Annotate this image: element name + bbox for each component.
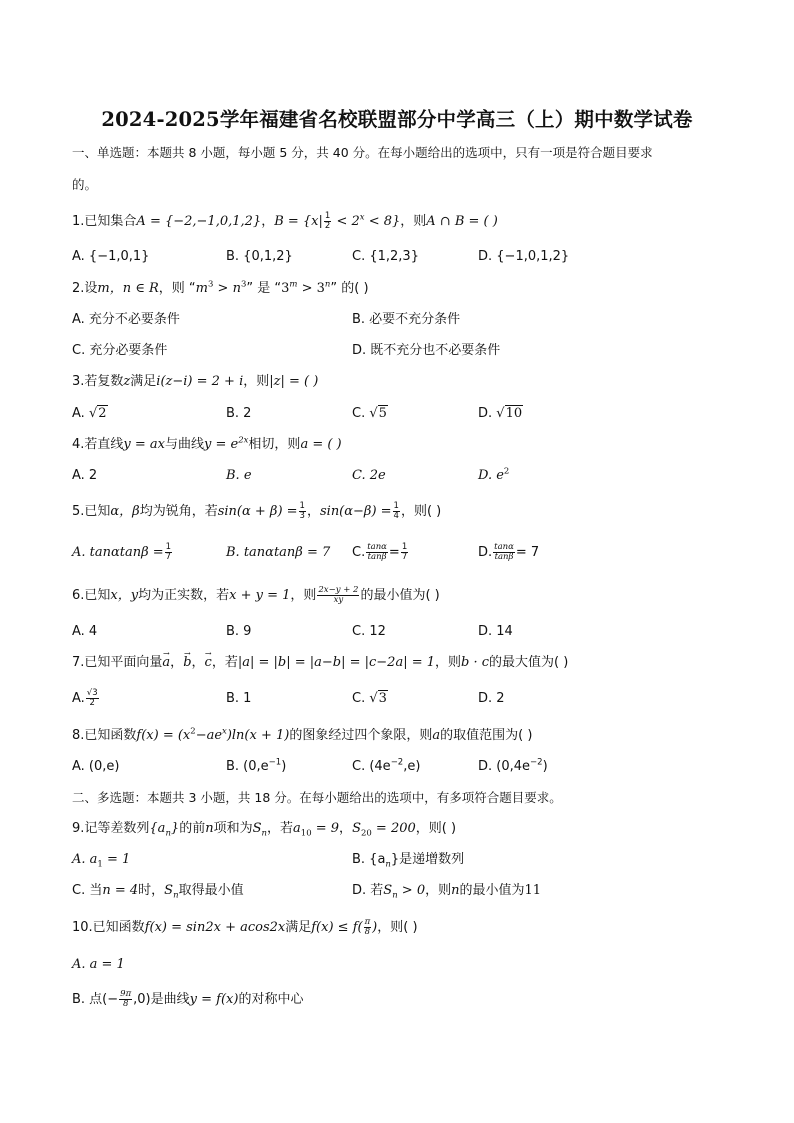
q8-option-d-label: D. (0,4e: [478, 759, 531, 774]
q8-func-post: )ln(x + 1): [226, 728, 290, 743]
q9-mid2: 项和为: [213, 821, 253, 836]
q3-option-c-label: C.: [352, 406, 366, 421]
q8-stem: [72, 726, 734, 746]
q8-exp2: 2: [190, 726, 196, 737]
q5-option-c-frac: [366, 543, 388, 562]
q1-set-b-pre: B = {x|: [274, 214, 323, 229]
q8-option-c-tail: ,e): [403, 759, 421, 774]
q9-seq-sub: n: [165, 828, 171, 839]
q9-option-c-n: n = 4: [102, 883, 139, 898]
q9-stem: [72, 819, 734, 839]
q9-option-a-post: = 1: [102, 852, 131, 867]
q2-expn: n: [324, 279, 331, 290]
q3-var: z: [123, 374, 131, 389]
q9-c1-sub: 10: [300, 828, 312, 839]
q9-option-a-label: A. a: [72, 852, 98, 867]
q5-sep: ，: [306, 504, 320, 519]
q3-option-d-rad: 10: [505, 406, 523, 421]
q9-option-d-post: 的最小值为: [459, 883, 525, 898]
q3-option-a[interactable]: [72, 404, 108, 424]
q5-option-c-num: tanα: [367, 542, 387, 552]
q3-option-d[interactable]: [478, 404, 523, 424]
section2-header: 二、多选题：本题共 3 小题，共 18 分。在每小题给出的选项中，有多项符合题目要求。: [72, 790, 562, 805]
q1-frac: [324, 212, 331, 231]
q9-mid: 的前: [179, 821, 206, 836]
q6-pre: 6.已知: [72, 588, 111, 603]
q9-c2-sub: 20: [360, 828, 372, 839]
q2-cond1-a: m: [195, 281, 208, 296]
q2-exp3-a: 3: [208, 279, 214, 290]
q4-option-b[interactable]: B. e: [226, 468, 252, 483]
q9-option-c[interactable]: [72, 881, 244, 901]
q1-set-b-post: < 8}: [364, 214, 401, 229]
q6-frac: [317, 586, 359, 605]
q5-option-c-eq: =: [388, 545, 400, 560]
q8-option-d[interactable]: [478, 757, 548, 777]
q7-option-b[interactable]: B. 1: [226, 691, 252, 706]
q8-option-b-tail: ): [281, 759, 287, 774]
q6-frac-den: xy: [333, 595, 344, 605]
q7-option-c-label: C.: [352, 691, 366, 706]
q4-option-a[interactable]: A. 2: [72, 468, 98, 483]
q10-option-b-mid: ,0)是曲线: [133, 992, 190, 1007]
section1-header-cont: 的。: [72, 177, 98, 192]
q2-option-a[interactable]: A. 充分不必要条件: [72, 312, 180, 327]
q2-post: ” 的( ): [330, 281, 369, 296]
q7-option-a-num: √3: [86, 688, 98, 698]
q10-func: f(x) = sin2x + acos2x: [144, 920, 286, 935]
q6-stem: [72, 586, 734, 606]
q10-mid: 满足: [285, 920, 312, 935]
q5-option-d[interactable]: [478, 543, 539, 563]
q1-sep: ，: [261, 214, 275, 229]
q2-expm: m: [289, 279, 298, 290]
q9-c2: S: [352, 821, 361, 836]
q4-ask: a = ( ): [300, 437, 342, 452]
q3-post: ，则: [243, 374, 270, 389]
q9-option-a-sub: 1: [97, 859, 103, 870]
q7-option-c-rad: 3: [378, 691, 387, 706]
q8-option-c-label: C. (4e: [352, 759, 391, 774]
q5-frac1-den: 3: [299, 511, 305, 521]
q5-option-a-num: 1: [165, 542, 172, 552]
q8-option-c[interactable]: [352, 757, 420, 777]
q9-c2-post: = 200: [371, 821, 416, 836]
q10-option-b-den: 8: [122, 999, 129, 1009]
q1-frac-den: 2: [324, 221, 331, 231]
q3-option-d-sqrt: √10: [496, 406, 523, 421]
q2-pre: 2.设: [72, 281, 98, 296]
q9-option-c-mid: 时，: [138, 883, 165, 898]
q6-cond: x + y = 1: [229, 588, 291, 603]
q10-option-b[interactable]: [72, 990, 303, 1010]
q4-stem: [72, 435, 734, 455]
q9-option-d[interactable]: [352, 881, 541, 901]
q6-option-a[interactable]: A. 4: [72, 624, 98, 639]
q10-post: ，则( ): [377, 920, 418, 935]
q7-option-a-label: A.: [72, 691, 85, 706]
q3-option-a-label: A.: [72, 406, 85, 421]
q10-option-b-curve: y = f(x): [189, 992, 239, 1007]
q9-pre: 9.记等差数列: [72, 821, 150, 836]
q5-option-c-vfrac: [401, 543, 408, 562]
q4-pre: 4.若直线: [72, 437, 124, 452]
q2-mid2: ” 是 “: [246, 281, 282, 296]
q5-option-c-den: tanβ: [367, 552, 387, 562]
q9-option-c-post: 取得最小值: [178, 883, 244, 898]
q9-option-a[interactable]: [72, 850, 130, 870]
q9-c1: a: [293, 821, 301, 836]
q7-cond: |a| = |b| = |a−b| = |c−2a| = 1: [237, 655, 435, 670]
q1-tail: ，则: [400, 214, 427, 229]
q6-vars: x，y: [110, 588, 139, 603]
q10-option-b-num: 9π: [120, 989, 132, 999]
q1-pre: 已知集合: [84, 214, 137, 229]
q1-set-a: A = {−2,−1,0,1,2}: [136, 214, 262, 229]
q8-expx: x: [222, 726, 227, 737]
q4-curve-exp: 2x: [238, 435, 249, 446]
q4-option-d-exp: 2: [503, 466, 510, 477]
exam-title: 2024-2025学年福建省名校联盟部分中学高三（上）期中数学试卷: [101, 108, 693, 131]
q9-c1-post: = 9: [311, 821, 340, 836]
q9-seq-post: }: [170, 821, 180, 836]
q2-mid: ，则 “: [158, 281, 196, 296]
q5-option-d-eq: = 7: [515, 545, 540, 560]
q8-func-mid: −ae: [195, 728, 223, 743]
q5-post: ，则( ): [400, 504, 442, 519]
q5-sin2: sin(α−β) =: [319, 504, 392, 519]
q8-mid: 的图象经过四个象限，则: [289, 728, 433, 743]
q7-mid2: ，则: [435, 655, 462, 670]
q9-post: ，则( ): [415, 821, 457, 836]
q9-option-c-pre: C. 当: [72, 883, 103, 898]
q4-option-c[interactable]: C. 2e: [352, 468, 386, 483]
q9-sep: ，: [339, 821, 353, 836]
q9-option-c-s: S: [164, 883, 174, 898]
q5-stem: [72, 502, 734, 522]
q2-stem: [72, 279, 734, 299]
q2-cond2-a: 3: [281, 281, 290, 296]
q8-func: f(x) = (x: [136, 728, 191, 743]
q7-vec-c: → c: [205, 653, 212, 673]
q1-option-c[interactable]: C. {1,2,3}: [352, 249, 419, 264]
q9-option-d-pre: D. 若: [352, 883, 384, 898]
q5-sin1: sin(α + β) =: [217, 504, 298, 519]
q9-s-sub: n: [261, 828, 267, 839]
q1-ask: A ∩ B = ( ): [426, 214, 498, 229]
q10-option-b-post: 的对称中心: [238, 992, 304, 1007]
q3-option-a-sqrt: √2: [88, 406, 107, 421]
q10-frac: [364, 918, 372, 937]
q8-option-d-tail: ): [542, 759, 548, 774]
q8-option-b-exp: −1: [268, 757, 282, 768]
q3-mid: 满足: [130, 374, 157, 389]
q3-option-b[interactable]: B. 2: [226, 406, 252, 421]
q9-option-b[interactable]: [352, 850, 464, 870]
q1-frac-num: 1: [324, 211, 331, 221]
q10-cond: f(x) ≤ f(: [311, 920, 363, 935]
q5-option-d-den: tanβ: [494, 552, 514, 562]
q5-frac2-den: 4: [393, 511, 399, 521]
q5-option-d-frac: [493, 543, 515, 562]
section1-header: 一、单选题：本题共 8 小题，每小题 5 分，共 40 分。在每小题给出的选项中，只有一项是符合题目要求: [72, 145, 653, 160]
q10-cond-post: ): [372, 920, 378, 935]
q4-option-d-label: D. e: [478, 468, 504, 483]
q5-frac1-num: 1: [299, 501, 305, 511]
q7-option-a-frac: [86, 689, 99, 708]
q5-option-b[interactable]: B. tanαtanβ = 7: [226, 545, 331, 560]
q9-seq: {a: [149, 821, 166, 836]
q1-set-b-mid: < 2: [332, 214, 360, 229]
q9-option-c-sub: n: [173, 890, 179, 901]
q5-option-a-label: A. tanαtanβ =: [72, 545, 164, 560]
q4-curve: y = e: [204, 437, 239, 452]
q5-option-c-vden: 7: [401, 552, 408, 562]
q2-option-b[interactable]: B. 必要不充分条件: [352, 312, 461, 327]
q3-option-c-sqrt: √5: [369, 406, 387, 421]
q3-option-c[interactable]: [352, 404, 388, 424]
q3-option-d-label: D.: [478, 406, 493, 421]
q7-option-d[interactable]: D. 2: [478, 691, 505, 706]
q7-vec-b: → b: [183, 653, 191, 673]
q4-post: 相切，则: [248, 437, 301, 452]
q5-mid: 均为锐角，若: [139, 504, 218, 519]
q10-option-b-frac: [119, 990, 132, 1009]
q1-option-a[interactable]: A. {−1,0,1}: [72, 249, 150, 264]
q3-pre: 3.若复数: [72, 374, 124, 389]
q1-option-b[interactable]: B. {0,1,2}: [226, 249, 293, 264]
q5-vars: α，β: [110, 504, 140, 519]
q4-mid: 与曲线: [165, 437, 205, 452]
q6-option-c[interactable]: C. 12: [352, 624, 386, 639]
q7-pre: 7.已知平面向量: [72, 655, 163, 670]
q2-option-d[interactable]: D. 既不充分也不必要条件: [352, 343, 501, 358]
q3-eq: i(z−i) = 2 + i: [156, 374, 244, 389]
q5-option-c-vnum: 1: [401, 542, 408, 552]
q10-option-b-pre: B. 点(−: [72, 992, 119, 1007]
q5-pre: 5.已知: [72, 504, 111, 519]
q1-stem: [72, 212, 734, 232]
q1-set-b-exp: x: [359, 212, 365, 223]
q5-option-c-label: C.: [352, 545, 366, 560]
q3-option-a-rad: 2: [98, 406, 107, 421]
q1-option-d[interactable]: D. {−1,0,1,2}: [478, 249, 570, 264]
q9-mid3: ，若: [267, 821, 294, 836]
q9-option-d-n: n: [451, 883, 460, 898]
q7-post: 的最大值为( ): [489, 655, 569, 670]
q3-ask: |z| = ( ): [269, 374, 319, 389]
q3-option-c-rad: 5: [378, 406, 387, 421]
q5-option-a-frac: [165, 543, 172, 562]
q5-option-c[interactable]: [352, 543, 409, 563]
q8-option-a[interactable]: A. (0,e): [72, 759, 120, 774]
q2-vars: m，n ∈ R: [97, 281, 159, 296]
q9-option-d-mid: ，则: [425, 883, 452, 898]
q5-option-d-num: tanα: [494, 542, 514, 552]
q6-mid2: ，则: [290, 588, 317, 603]
q7-mid: ，若: [211, 655, 238, 670]
q5-frac2: [393, 502, 400, 521]
q7-option-a[interactable]: [72, 689, 100, 709]
q9-option-b-post: }是递增数列: [390, 852, 465, 867]
q7-option-a-den: 2: [89, 698, 95, 708]
q1-num: 1.: [72, 214, 85, 229]
q9-option-d-cond: > 0: [397, 883, 426, 898]
q7-comma1: ，: [170, 655, 184, 670]
q6-mid: 均为正实数，若: [138, 588, 230, 603]
q2-cond2-b: > 3: [297, 281, 325, 296]
q10-stem: [72, 918, 734, 938]
q10-frac-num: π: [364, 917, 371, 927]
q2-option-c[interactable]: C. 充分必要条件: [72, 343, 168, 358]
q4-option-d[interactable]: [478, 466, 509, 486]
q5-frac1: [299, 502, 306, 521]
q8-option-d-exp: −2: [530, 757, 543, 768]
q3-stem: [72, 372, 734, 392]
q6-option-b[interactable]: B. 9: [226, 624, 252, 639]
q8-var: a: [432, 728, 441, 743]
q9-option-d-val: 11: [524, 883, 542, 898]
q10-pre: 10.已知函数: [72, 920, 145, 935]
q9-option-d-sub: n: [392, 890, 398, 901]
q8-option-b-label: B. (0,e: [226, 759, 269, 774]
q4-line-eq: y = ax: [123, 437, 165, 452]
q10-frac-den: 8: [364, 927, 371, 937]
q7-option-c[interactable]: [352, 689, 388, 709]
q6-frac-num: 2x−y + 2: [318, 585, 359, 595]
q8-post: 的取值范围为( ): [440, 728, 533, 743]
q7-stem: [72, 653, 734, 673]
q8-option-c-exp: −2: [390, 757, 404, 768]
q8-pre: 8.已知函数: [72, 728, 137, 743]
q7-comma2: ，: [191, 655, 205, 670]
q7-dot: b · c: [461, 655, 490, 670]
q5-option-a-den: 7: [165, 552, 172, 562]
q5-option-d-label: D.: [478, 545, 493, 560]
q5-option-a[interactable]: [72, 543, 173, 563]
q2-cond1-b: > n: [213, 281, 241, 296]
q9-s: S: [252, 821, 262, 836]
q2-exp3-b: 3: [240, 279, 247, 290]
q7-vec-a: → a: [162, 653, 170, 673]
q9-option-b-pre: B. {a: [352, 852, 386, 867]
q8-option-b[interactable]: [226, 757, 286, 777]
q9-n: n: [205, 821, 214, 836]
q6-post: 的最小值为( ): [360, 588, 440, 603]
q9-option-d-s: S: [383, 883, 393, 898]
q9-option-b-sub: n: [385, 859, 391, 870]
q5-frac2-num: 1: [393, 501, 399, 511]
q6-option-d[interactable]: D. 14: [478, 624, 513, 639]
q10-option-a[interactable]: A. a = 1: [72, 957, 125, 972]
q7-option-c-sqrt: √3: [369, 691, 387, 706]
